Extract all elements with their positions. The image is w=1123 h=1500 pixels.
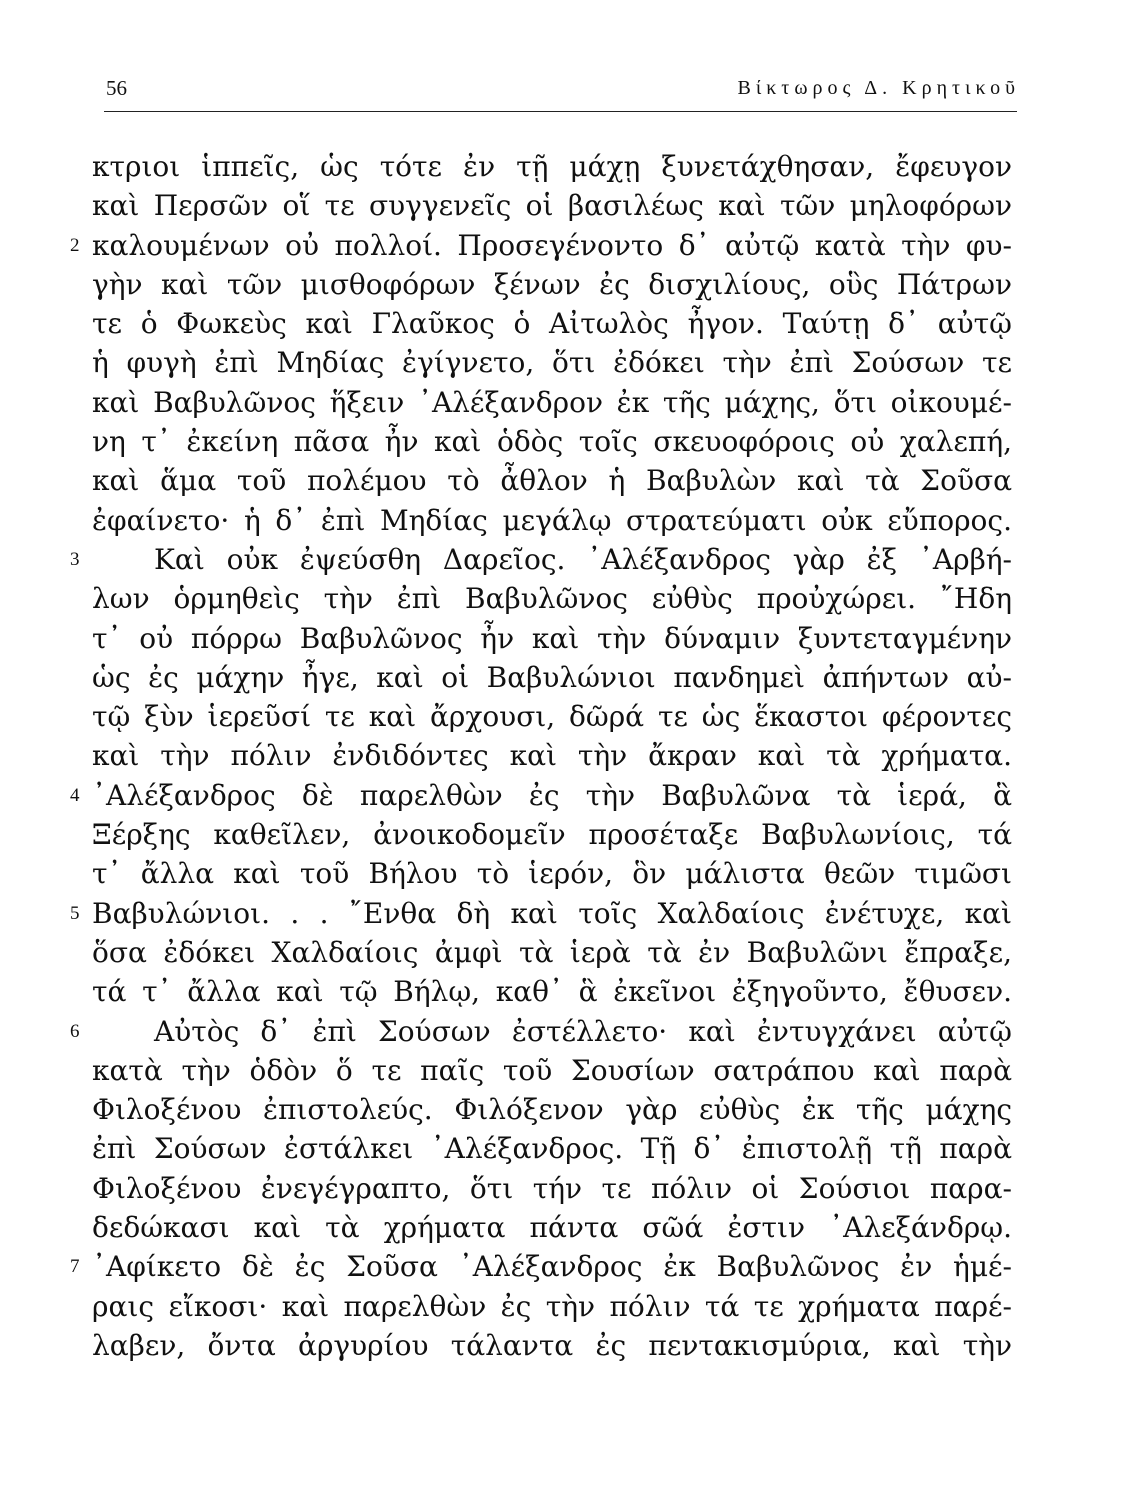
text-line [92,147,1012,186]
line-text: τ᾽ ἄλλα καὶ τοῦ Βήλου τὸ ἱερόν, ὃν μάλιστα θεῶν τιμῶσι [92,857,1012,891]
line-text: τ᾽ οὐ πόρρω Βαβυλῶνος ἦν καὶ τὴν δύναμιν ξυντεταγμένην [92,621,1012,655]
text-line [70,226,1012,265]
line-text: ᾽Αλέξανδρος δὲ παρελθὼν ἐς τὴν Βαβυλῶνα τὰ ἱερά, ἃ [92,778,1012,812]
line-text: Ξέρξης καθεῖλεν, ἀνοικοδομεῖν προσέταξε Βαβυλωνίοις, τά [92,818,1012,852]
line-text: Βαβυλώνιοι. . . ῎Ενθα δὴ καὶ τοῖς Χαλδαίοις ἐνέτυχε, καὶ [92,896,1012,930]
line-text: ἐφαίνετο· ἡ δ᾽ ἐπὶ Μηδίας μεγάλῳ στρατεύματι οὐκ εὔπορος. [92,503,1012,537]
line-text: κτριοι ἱππεῖς, ὡς τότε ἐν τῇ μάχῃ ξυνετάχθησαν, ἔφευγον [92,150,1012,183]
text-line [92,1287,1012,1326]
text-line [92,1208,1012,1247]
line-text: ἡ φυγὴ ἐπὶ Μηδίας ἐγίγνετο, ὅτι ἐδόκει τὴν ἐπὶ Σούσων τε [92,346,1012,380]
section-number: 3 [70,548,80,570]
line-text: κατὰ τὴν ὁδὸν ὅ τε παῖς τοῦ Σουσίων σατράπου καὶ παρὰ [92,1053,1012,1087]
line-text: Φιλοξένου ἐνεγέγραπτο, ὅτι τήν τε πόλιν οἱ Σούσιοι παρα- [92,1171,1012,1205]
text-line [92,697,1012,736]
line-text: δεδώκασι καὶ τὰ χρήματα πάντα σῶά ἐστιν ᾽Αλεξάνδρῳ. [92,1211,1012,1245]
line-text: καὶ τὴν πόλιν ἐνδιδόντες καὶ τὴν ἄκραν καὶ τὰ χρήματα. [92,739,1012,773]
text-line [92,736,1012,775]
line-text: λαβεν, ὄντα ἀργυρίου τάλαντα ἐς πεντακισμύρια, καὶ τὴν [92,1328,1012,1362]
line-text: τά τ᾽ ἄλλα καὶ τῷ Βήλῳ, καθ᾽ ἃ ἐκεῖνοι ἐξηγοῦντο, ἔθυσεν. [92,975,1012,1009]
section-number: 2 [70,234,80,256]
text-line [92,579,1012,618]
header-rule [104,111,1017,112]
running-head: Βίκτωρος Δ. Κρητικοῦ [737,77,1020,99]
text-line [92,501,1012,540]
section-number: 7 [70,1256,80,1278]
text-line [70,776,1012,815]
line-text: ᾽Αφίκετο δὲ ἐς Σοῦσα ᾽Αλέξανδρος ἐκ Βαβυλῶνος ἐν ἡμέ- [92,1250,1012,1284]
text-line [70,894,1012,933]
text-line [92,1051,1012,1090]
text-line [92,383,1012,422]
page-number: 56 [106,76,127,100]
line-text: Φιλοξένου ἐπιστολεύς. Φιλόξενον γὰρ εὐθὺς ἐκ τῆς μάχης [92,1093,1012,1127]
text-line [70,1247,1012,1286]
text-line [92,1169,1012,1208]
text-line [92,304,1012,343]
text-line [92,265,1012,304]
body-text [70,147,1012,1365]
line-text: καλουμένων οὐ πολλοί. Προσεγένοντο δ᾽ αὐτῷ κατὰ τὴν φυ- [92,228,1012,262]
line-text: Αὐτὸς δ᾽ ἐπὶ Σούσων ἐστέλλετο· καὶ ἐντυγχάνει αὐτῷ [154,1014,1012,1048]
text-line [92,815,1012,854]
line-text: Καὶ οὐκ ἐψεύσθη Δαρεῖος. ᾽Αλέξανδρος γὰρ ἐξ ᾽Αρβή- [154,542,1012,576]
text-line [92,933,1012,972]
text-line [70,1012,1012,1051]
text-line [92,186,1012,225]
section-number: 6 [70,1020,80,1042]
text-line [92,619,1012,658]
line-text: καὶ ἅμα τοῦ πολέμου τὸ ἆθλον ἡ Βαβυλὼν καὶ τὰ Σοῦσα [92,464,1012,498]
line-text: τε ὁ Φωκεὺς καὶ Γλαῦκος ὁ Αἰτωλὸς ἦγον. Ταύτῃ δ᾽ αὐτῷ [92,307,1012,341]
text-line [92,1326,1012,1365]
line-text: καὶ Περσῶν οἵ τε συγγενεῖς οἱ βασιλέως καὶ τῶν μηλοφόρων [92,189,1012,223]
text-line [70,540,1012,579]
text-line [92,343,1012,382]
line-text: τῷ ξὺν ἱερεῦσί τε καὶ ἄρχουσι, δῶρά τε ὡς ἕκαστοι φέροντες [92,700,1012,734]
line-text: λων ὁρμηθεὶς τὴν ἐπὶ Βαβυλῶνος εὐθὺς προὐχώρει. ῎Ηδη [92,582,1012,616]
text-line [92,1090,1012,1129]
text-line [92,972,1012,1011]
line-text: γὴν καὶ τῶν μισθοφόρων ξένων ἐς δισχιλίους, οὓς Πάτρων [92,267,1012,301]
text-line [92,854,1012,893]
line-text: ραις εἴκοσι· καὶ παρελθὼν ἐς τὴν πόλιν τά τε χρήματα παρέ- [92,1289,1012,1323]
line-text: καὶ Βαβυλῶνος ἥξειν ᾽Αλέξανδρον ἐκ τῆς μάχης, ὅτι οἰκουμέ- [92,385,1012,419]
text-line [92,658,1012,697]
text-line [92,422,1012,461]
line-text: ἐπὶ Σούσων ἐστάλκει ᾽Αλέξανδρος. Τῇ δ᾽ ἐπιστολῇ τῇ παρὰ [92,1132,1012,1166]
text-line [92,1129,1012,1168]
line-text: ὡς ἐς μάχην ἦγε, καὶ οἱ Βαβυλώνιοι πανδημεὶ ἀπήντων αὐ- [92,660,1012,694]
line-text: ὅσα ἐδόκει Χαλδαίοις ἀμφὶ τὰ ἱερὰ τὰ ἐν Βαβυλῶνι ἔπραξε, [92,935,1012,969]
section-number: 4 [70,784,80,806]
line-text: νη τ᾽ ἐκείνη πᾶσα ἦν καὶ ὁδὸς τοῖς σκευοφόροις οὐ χαλεπή, [92,425,1012,459]
text-line [92,461,1012,500]
section-number: 5 [70,902,80,924]
